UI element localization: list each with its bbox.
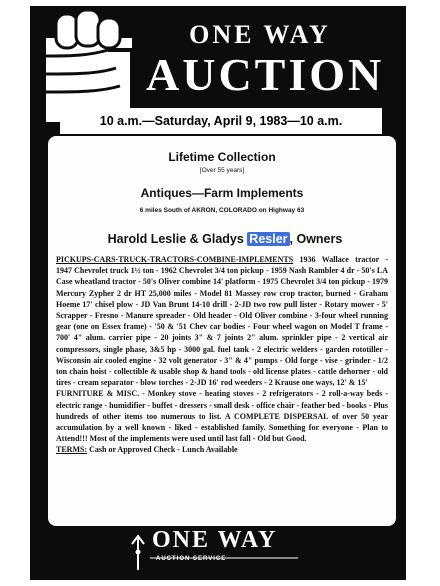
collection-years: [Over 55 years] xyxy=(199,167,245,174)
terms-text: Cash or Approved Check - Lunch Available xyxy=(87,445,238,455)
auction-title xyxy=(146,20,385,116)
listing-panel xyxy=(48,136,396,526)
equipment-paragraph xyxy=(56,254,388,388)
collection-title: Lifetime Collection xyxy=(168,150,276,164)
footer-logo-text: ONE WAY xyxy=(152,527,278,553)
owners-line xyxy=(54,232,396,246)
pointing-hand-icon xyxy=(46,10,132,122)
sale-location: 6 miles South of AKRON, COLORADO on Highway 63 xyxy=(139,207,305,214)
sale-subtitle: Antiques—Farm Implements xyxy=(140,186,304,200)
item-listing xyxy=(56,254,388,456)
dispersal-heading: A COMPLETE DISPERSAL xyxy=(224,411,329,421)
terms-paragraph xyxy=(56,444,388,455)
owners-highlight[interactable]: Resler xyxy=(249,232,288,246)
auction-date: 10 a.m.—Saturday, April 9, 1983—10 a.m. xyxy=(60,108,382,134)
owners-prefix: Harold Leslie & Gladys xyxy=(107,232,248,246)
terms-label: TERMS: xyxy=(56,445,88,455)
furniture-paragraph xyxy=(56,388,388,444)
equipment-heading: PICKUPS-CARS-TRUCK-TRACTORS-COMBINE-IMPLEMENTS xyxy=(56,255,294,264)
furniture-items: - Monkey stove - heating stoves - 2 refrigerators - 2 roll-a-way beds - electric range - humidifier - buffet - dressers - small desk - office chair - feather bed - books - Plus hundreds of other items too numerous to list. xyxy=(56,389,388,421)
title-line-one-way: ONE WAY xyxy=(189,20,331,49)
furniture-heading: FURNITURE & MISC. xyxy=(56,389,140,399)
equipment-items: 1936 Wallace tractor - 1947 Chevrolet truck 1½ ton - 1962 Chevrolet 3/4 ton pickup - 1959 Nash Rambler 4 dr - 50's LA Case wheatland tractor - 50's Oliver combine 14' platform - 1975 Chevrolet 3/4 ton pickup - 1979 Mercury Zypher 2 dr HT 25,000 miles - Model 81 Massey row crop tractor, burned - Graham Hoeme 17' chisel plow - JD Van Brunt 14-10 drill - 2-JD two row pull lister - Rotary mower - 5' Scrapper - Fresno - Manure spreader - Old header - Old Oliver combine - 3-four wheel running gear (one on Essex frame) - '50 & '51 Chev car bodies - Four wheel wagon on Model T frame - 700' 4" alum. carrier pipe - 20 joints 3" & 7 joints 2" alum. sprinkler pipe - 2 vertical air compressors, single phase, 3&5 hp - 3000 gal. fuel tank - 2 electric welders - garden rototiller - Wisconsin air cooled engine - 32 volt generator - 3" & 4" pumps - Old forge - vise - grinder - 1/2 ton chain hoist - collectible & usable shop & hand tools - old license plates - cattle dehorner - old tires - cream separator - blow torches - 2-JD 16' rod weeders - 2 Krause one ways, 12' & 15' xyxy=(56,255,388,388)
dispersal-text: of over 50 year accumulation by a well known - liked - established family. Something for everyone - Plan to Attend!!! Most of the implements were used until last fall - Old but Good. xyxy=(56,411,389,444)
footer-logo-subtext: AUCTION SERVICE xyxy=(156,556,227,562)
owners-suffix: , Owners xyxy=(289,232,343,246)
title-line-auction: AUCTION xyxy=(146,49,385,100)
